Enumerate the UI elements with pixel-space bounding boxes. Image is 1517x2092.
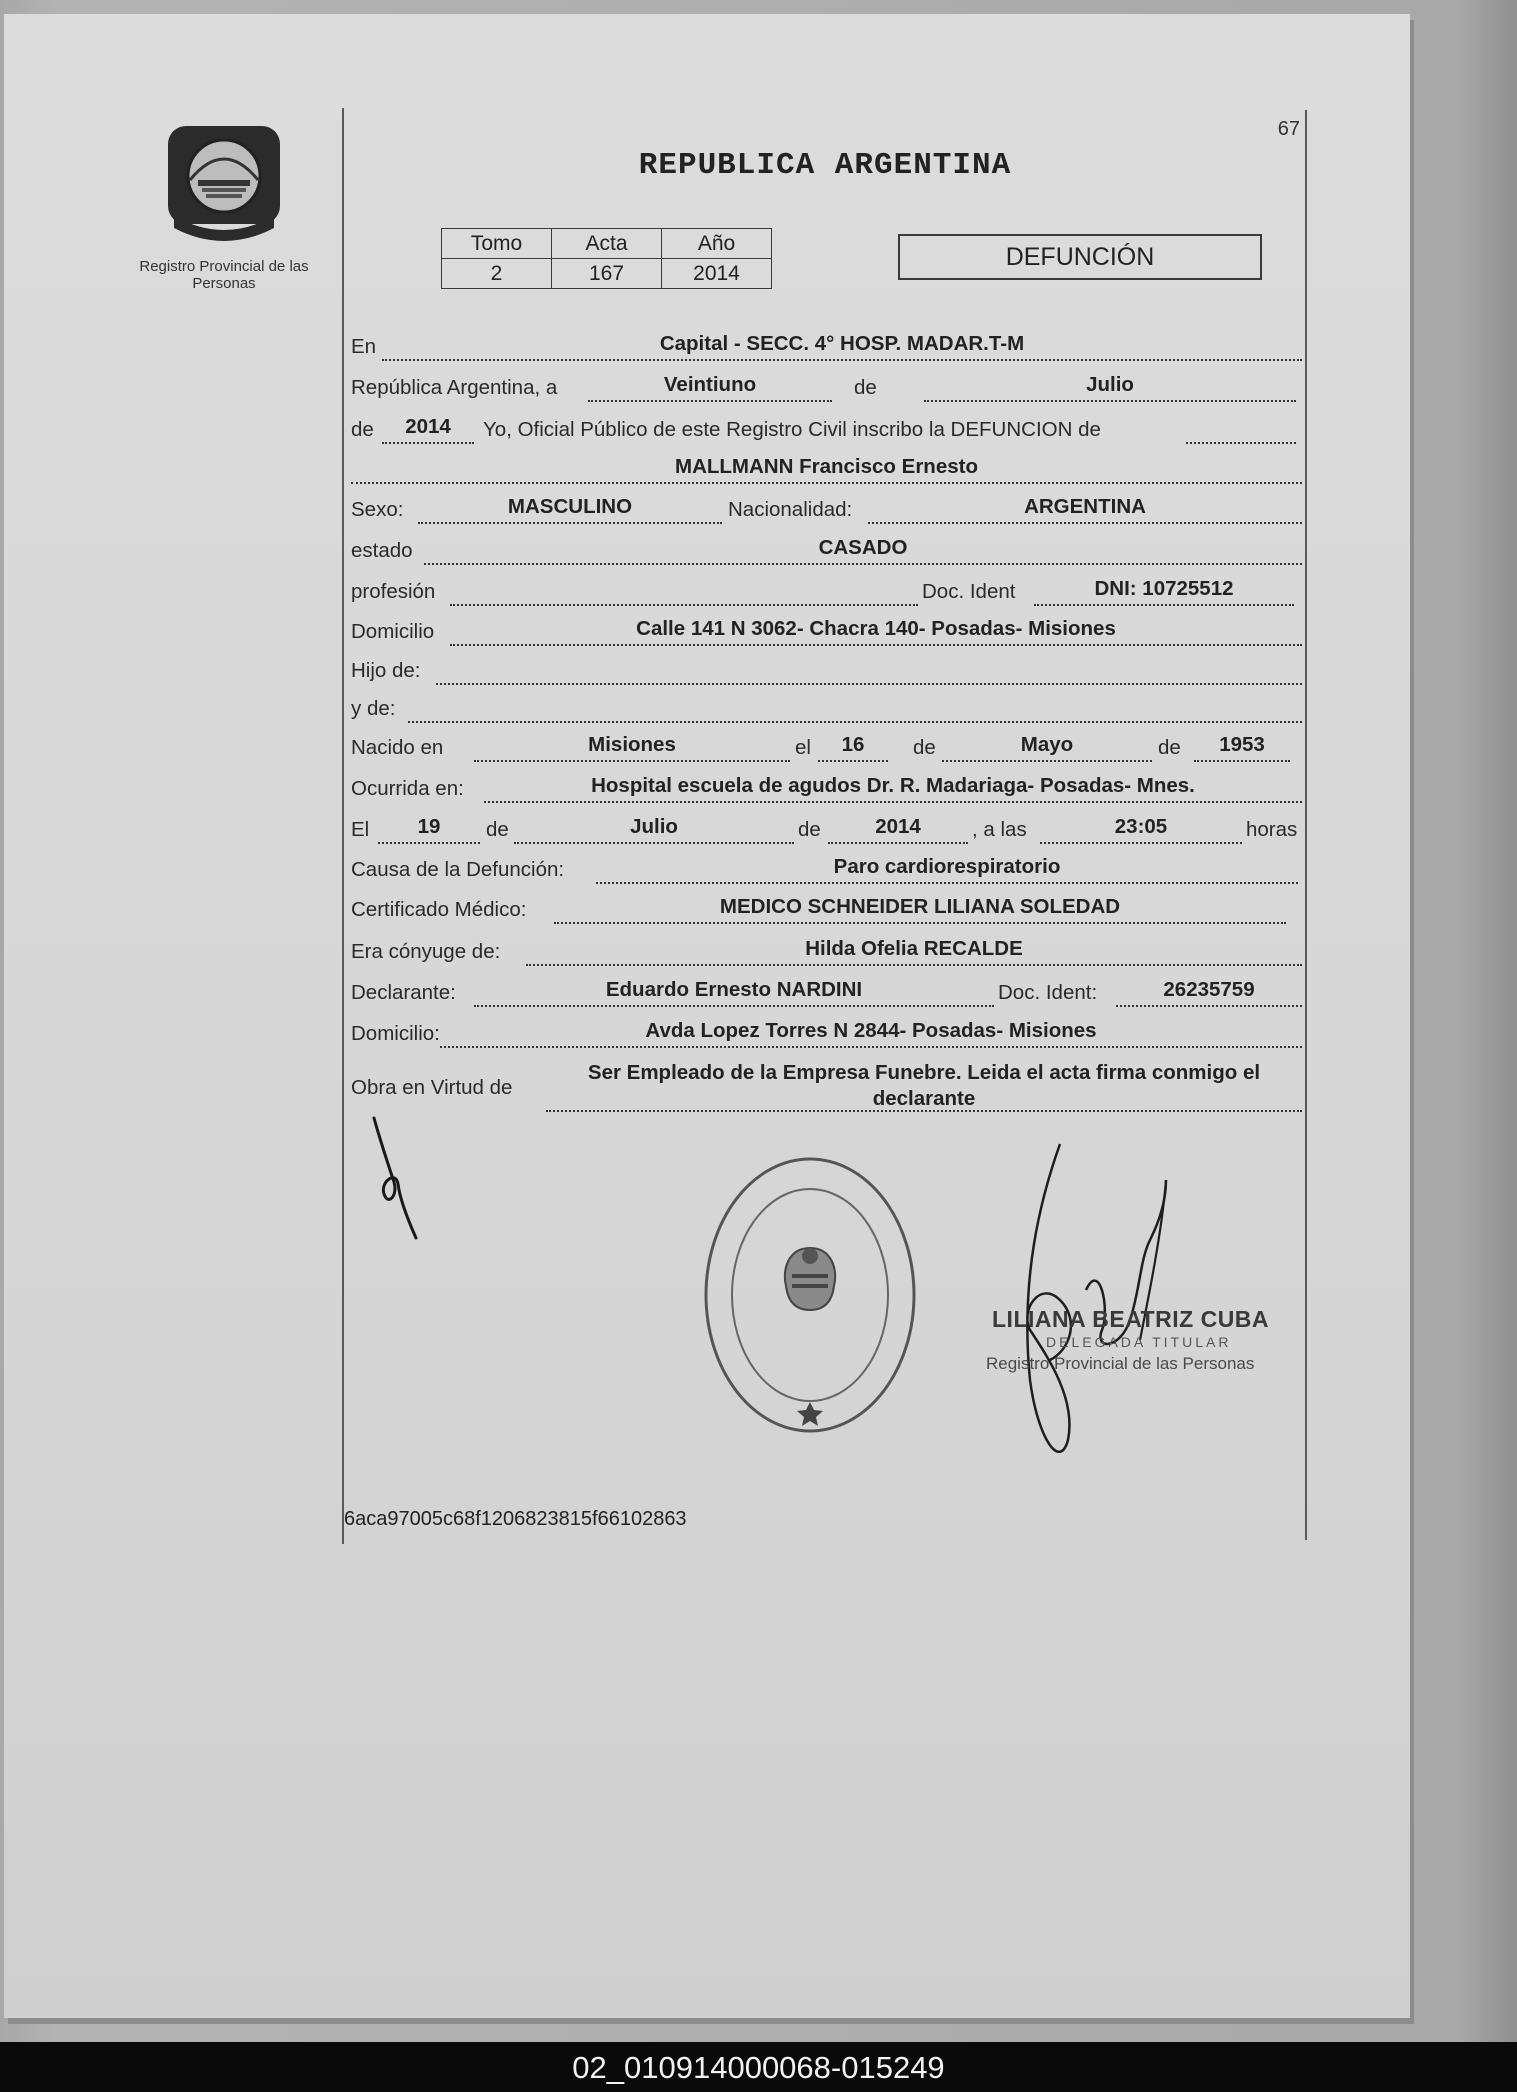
- nacido-anio-field: 1953: [1194, 734, 1290, 762]
- def-de-label: de: [486, 818, 509, 841]
- right-margin-rule: [1305, 110, 1307, 1540]
- profesion-field: [450, 578, 918, 606]
- official-signature: [990, 1140, 1200, 1470]
- signatory-office: Registro Provincial de las Personas: [986, 1354, 1255, 1373]
- de-anio-label: de: [351, 418, 374, 441]
- declarante-doc-field: 26235759: [1116, 979, 1302, 1007]
- conyuge-field: Hilda Ofelia RECALDE: [526, 938, 1302, 966]
- declarant-signature: [360, 1110, 440, 1250]
- domicilio2-label: Domicilio:: [351, 1022, 440, 1045]
- en-label: En: [351, 335, 377, 358]
- def-de2-label: de: [798, 818, 821, 841]
- misiones-coat-of-arms-logo: [160, 118, 288, 246]
- doc-ident-label: Doc. Ident: [922, 580, 1016, 603]
- anio-value: 2014: [662, 259, 772, 289]
- profesion-label: profesión: [351, 580, 436, 603]
- yde-label: y de:: [351, 697, 396, 720]
- el-label: El: [351, 818, 370, 841]
- declarante-label: Declarante:: [351, 981, 456, 1004]
- registry-caption: Registro Provincial de las Personas: [139, 258, 309, 292]
- obra-label: Obra en Virtud de: [351, 1076, 513, 1099]
- dia-field: Veintiuno: [588, 374, 832, 402]
- nacido-de-label: de: [913, 736, 936, 759]
- signatory-role: DELEGADA TITULAR: [1046, 1334, 1232, 1350]
- de-label: de: [854, 376, 877, 399]
- document-hash: 6aca97005c68f1206823815f66102863: [344, 1508, 687, 1530]
- nacido-dia-field: 16: [818, 734, 888, 762]
- declarante-domicilio-field: Avda Lopez Torres N 2844- Posadas- Misiones: [440, 1020, 1302, 1048]
- acta-value: 167: [552, 259, 662, 289]
- official-stamp: [700, 1152, 920, 1438]
- republica-label: República Argentina, a: [351, 376, 558, 399]
- def-mes-field: Julio: [514, 816, 794, 844]
- signatory-name: LILIANA BEATRIZ CUBA: [992, 1306, 1270, 1332]
- certificado-field: MEDICO SCHNEIDER LILIANA SOLEDAD: [554, 896, 1286, 924]
- causa-field: Paro cardiorespiratorio: [596, 856, 1298, 884]
- nacido-mes-field: Mayo: [942, 734, 1152, 762]
- oficial-text: Yo, Oficial Público de este Registro Civil inscribo la DEFUNCION de: [483, 418, 1101, 441]
- nombre-field: MALLMANN Francisco Ernesto: [351, 456, 1302, 484]
- alas-label: , a las: [972, 818, 1027, 841]
- hijo-field: [436, 657, 1302, 685]
- hora-field: 23:05: [1040, 816, 1242, 844]
- nacido-el-label: el: [795, 736, 811, 759]
- def-dia-field: 19: [378, 816, 480, 844]
- oficial-blank: [1186, 416, 1296, 444]
- estado-label: estado: [351, 539, 413, 562]
- mes-field: Julio: [924, 374, 1296, 402]
- yde-field: [408, 695, 1302, 723]
- domicilio-field: Calle 141 N 3062- Chacra 140- Posadas- Misiones: [450, 618, 1302, 646]
- nacionalidad-label: Nacionalidad:: [728, 498, 853, 521]
- domicilio-label: Domicilio: [351, 620, 435, 643]
- page-title: REPUBLICA ARGENTINA: [638, 148, 1012, 183]
- footer-code: 02_010914000068-015249: [572, 2050, 945, 2085]
- record-table: [441, 228, 772, 289]
- obra-field: Ser Empleado de la Empresa Funebre. Leida el acta firma conmigo el declarante: [546, 1060, 1302, 1112]
- conyuge-label: Era cónyuge de:: [351, 940, 501, 963]
- lugar-field: Capital - SECC. 4° HOSP. MADAR.T-M: [382, 333, 1302, 361]
- sexo-label: Sexo:: [351, 498, 404, 521]
- doc-ident-field: DNI: 10725512: [1034, 578, 1294, 606]
- declarante-field: Eduardo Ernesto NARDINI: [474, 979, 994, 1007]
- horas-label: horas: [1246, 818, 1298, 841]
- ocurrida-field: Hospital escuela de agudos Dr. R. Madariaga- Posadas- Mnes.: [484, 775, 1302, 803]
- nacido-lugar-field: Misiones: [474, 734, 790, 762]
- anio-field: 2014: [382, 416, 474, 444]
- nacido-de2-label: de: [1158, 736, 1181, 759]
- doc-ident2-label: Doc. Ident:: [998, 981, 1098, 1004]
- page-number: 67: [1277, 118, 1300, 140]
- nacionalidad-field: ARGENTINA: [868, 496, 1302, 524]
- tomo-value: 2: [442, 259, 552, 289]
- estado-field: CASADO: [424, 537, 1302, 565]
- anio-header: Año: [662, 229, 772, 259]
- ocurrida-label: Ocurrida en:: [351, 777, 464, 800]
- left-margin-rule: [342, 108, 344, 1544]
- acta-header: Acta: [552, 229, 662, 259]
- record-table-header-row: [442, 229, 772, 259]
- document-type-box: DEFUNCIÓN: [898, 234, 1262, 280]
- nacido-label: Nacido en: [351, 736, 444, 759]
- causa-label: Causa de la Defunción:: [351, 858, 565, 881]
- hijo-label: Hijo de:: [351, 659, 421, 682]
- def-anio-field: 2014: [828, 816, 968, 844]
- record-table-value-row: [442, 259, 772, 289]
- document-page: [4, 14, 1410, 2018]
- sexo-field: MASCULINO: [418, 496, 722, 524]
- tomo-header: Tomo: [442, 229, 552, 259]
- certificado-label: Certificado Médico:: [351, 898, 527, 921]
